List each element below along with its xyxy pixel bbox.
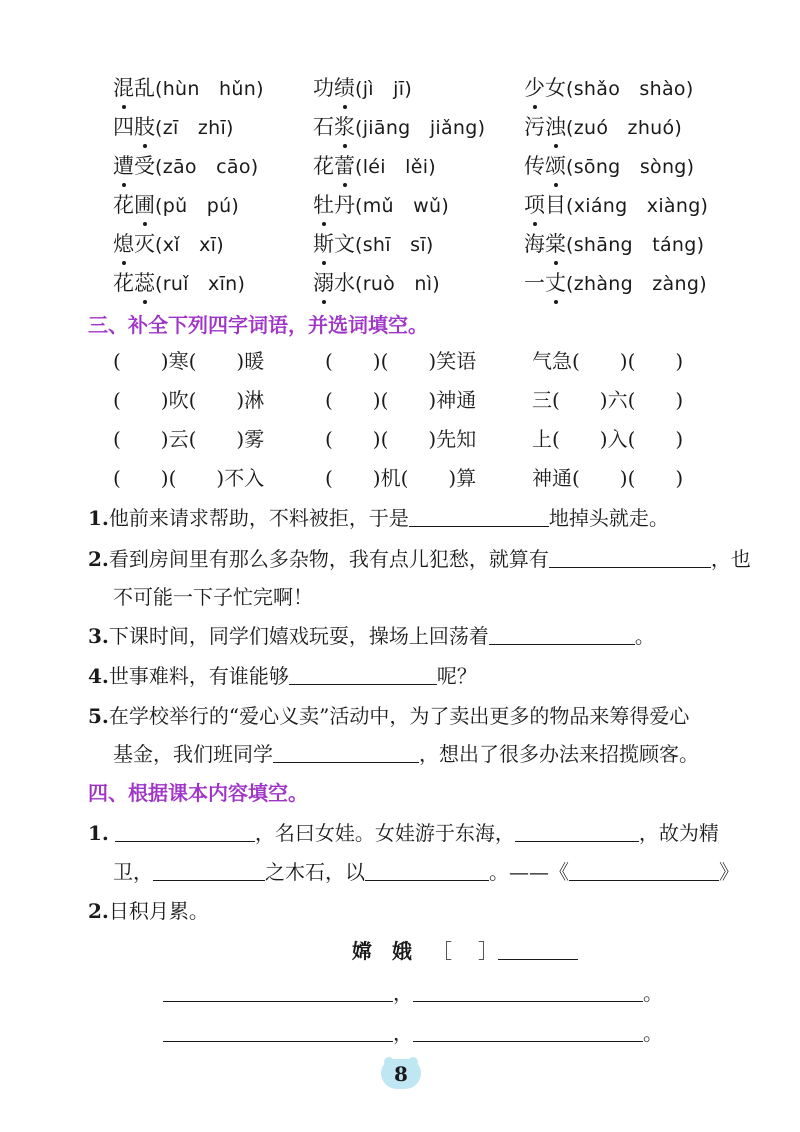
page-number: 8 <box>394 1062 408 1086</box>
question-1 <box>88 505 669 531</box>
word-char: 受 <box>134 154 155 178</box>
word-char: 溺 <box>313 271 334 295</box>
idiom-item[interactable]: ( )( )神通 <box>325 388 477 412</box>
word-char: 水 <box>334 271 355 295</box>
question-text: 。 <box>634 624 655 648</box>
word-char: 乱 <box>134 76 155 100</box>
answer-blank[interactable] <box>115 821 255 842</box>
idiom-item[interactable]: ( )寒( )暖 <box>113 349 265 373</box>
word-char: 少 <box>524 76 545 100</box>
pinyin-item[interactable] <box>113 115 234 140</box>
punctuation: 。 <box>643 981 663 1005</box>
pinyin-item[interactable] <box>113 76 264 101</box>
question-text: 他前来请求帮助，不料被拒，于是 <box>108 506 409 530</box>
question-number: 1. <box>88 821 109 845</box>
pinyin-options: (hùn hǔn) <box>155 78 264 100</box>
punctuation: ， <box>393 981 413 1005</box>
bracket-close: ］ <box>478 939 498 963</box>
word-char: 一 <box>524 271 545 295</box>
answer-blank[interactable] <box>515 821 639 842</box>
question-4 <box>88 663 477 689</box>
pinyin-item[interactable] <box>524 154 694 179</box>
idiom-item[interactable]: ( )云( )雾 <box>113 427 265 451</box>
question-text: 看到房间里有那么多杂物，我有点儿犯愁，就算有 <box>108 547 549 571</box>
pinyin-item[interactable] <box>313 271 440 296</box>
question-text: 。——《 <box>489 860 569 884</box>
word-char: 棠 <box>545 232 566 256</box>
pinyin-item[interactable] <box>524 115 682 140</box>
question-text: ，想出了很多办法来招揽顾客。 <box>419 742 699 766</box>
question-text: 》 <box>719 860 739 884</box>
word-char: 混 <box>113 76 134 100</box>
question-text: ，也 <box>710 547 751 571</box>
pinyin-options: (mǔ wǔ) <box>355 195 450 217</box>
word-char: 四 <box>113 115 134 139</box>
page-number-badge <box>381 1057 421 1091</box>
question-text: 之木石，以 <box>265 860 365 884</box>
idiom-item[interactable]: ( )机( )算 <box>325 466 477 490</box>
answer-blank[interactable] <box>569 860 719 881</box>
answer-blank[interactable] <box>289 664 437 685</box>
word-char: 文 <box>334 232 355 256</box>
answer-blank[interactable] <box>489 624 635 645</box>
question-number: 3. <box>88 624 109 648</box>
question-number: 4. <box>88 664 109 688</box>
word-char: 丹 <box>334 193 355 217</box>
question-text: ，故为精 <box>638 821 719 845</box>
poem-title-line <box>352 938 578 964</box>
word-char: 海 <box>524 232 545 256</box>
question-number: 2. <box>88 899 109 923</box>
pinyin-options: (zāo cāo) <box>155 156 259 178</box>
section-4-question-1 <box>88 820 719 846</box>
pinyin-item[interactable] <box>313 232 434 257</box>
question-text: ，名曰女娃。女娃游于东海， <box>254 821 515 845</box>
bracket-open: ［ <box>432 939 452 963</box>
answer-blank[interactable] <box>413 981 643 1002</box>
word-char: 浆 <box>334 115 355 139</box>
pinyin-options: (shǎo shào) <box>566 78 694 100</box>
word-char: 花 <box>313 154 334 178</box>
idiom-item[interactable]: ( )( )笑语 <box>325 349 477 373</box>
answer-blank[interactable] <box>273 742 419 763</box>
pinyin-item[interactable] <box>313 154 436 179</box>
poem-line-2 <box>163 1020 663 1046</box>
word-char: 遭 <box>113 154 134 178</box>
idiom-item[interactable]: 三( )六( ) <box>532 388 684 412</box>
idiom-item[interactable]: 神通( )( ) <box>532 466 684 490</box>
idiom-item[interactable]: ( )( )先知 <box>325 427 477 451</box>
author-blank[interactable] <box>498 939 578 960</box>
pinyin-options: (jì jī) <box>355 78 413 100</box>
pinyin-options: (zuó zhuó) <box>566 117 683 139</box>
pinyin-item[interactable] <box>524 193 708 218</box>
question-text: 基金，我们班同学 <box>113 742 273 766</box>
pinyin-options: (sōng sòng) <box>566 156 695 178</box>
pinyin-item[interactable] <box>113 271 245 296</box>
answer-blank[interactable] <box>365 860 489 881</box>
pinyin-item[interactable] <box>113 193 239 218</box>
pinyin-options: (jiāng jiǎng) <box>355 117 486 139</box>
word-char: 牡 <box>313 193 334 217</box>
word-char: 花 <box>113 271 134 295</box>
question-text: 卫， <box>113 860 153 884</box>
word-char: 目 <box>545 193 566 217</box>
word-char: 熄 <box>113 232 134 256</box>
word-char: 灭 <box>134 232 155 256</box>
question-number: 5. <box>88 704 109 728</box>
pinyin-item[interactable] <box>113 154 258 179</box>
pinyin-options: (xǐ xī) <box>155 234 224 256</box>
question-5 <box>88 703 689 729</box>
word-char: 肢 <box>134 115 155 139</box>
poem-title: 嫦 娥 <box>352 939 412 963</box>
pinyin-options: (ruò nì) <box>355 273 441 295</box>
question-3 <box>88 623 655 649</box>
answer-blank[interactable] <box>549 547 711 568</box>
pinyin-item[interactable] <box>313 115 485 140</box>
word-char: 石 <box>313 115 334 139</box>
idiom-item[interactable]: ( )吹( )淋 <box>113 388 265 412</box>
pinyin-options: (ruǐ xīn) <box>155 273 246 295</box>
word-char: 丈 <box>545 271 566 295</box>
idiom-item[interactable]: ( )( )不入 <box>113 466 265 490</box>
question-text: 世事难料，有谁能够 <box>108 664 289 688</box>
question-text: 在学校举行的“爱心义卖”活动中，为了卖出更多的物品来筹得爱心 <box>108 704 690 728</box>
question-text: 地掉头就走。 <box>548 506 669 530</box>
poem-line-1 <box>163 980 663 1006</box>
word-char: 花 <box>113 193 134 217</box>
punctuation: 。 <box>643 1021 663 1045</box>
pinyin-options: (zhàng zàng) <box>566 273 707 295</box>
question-text: 呢？ <box>436 664 477 688</box>
word-char: 污 <box>524 115 545 139</box>
question-2-line-2: 不可能一下子忙完啊！ <box>113 585 313 609</box>
pinyin-item[interactable] <box>313 76 412 101</box>
pinyin-item[interactable] <box>113 232 224 257</box>
word-char: 浊 <box>545 115 566 139</box>
section-3-heading: 三、补全下列四字词语，并选词填空。 <box>88 313 428 337</box>
word-char: 蕾 <box>334 154 355 178</box>
word-char: 项 <box>524 193 545 217</box>
answer-blank[interactable] <box>409 506 549 527</box>
pinyin-item[interactable] <box>313 193 449 218</box>
pinyin-options: (pǔ pú) <box>155 195 240 217</box>
pinyin-item[interactable] <box>524 232 704 257</box>
question-number: 2. <box>88 547 109 571</box>
section-4-question-1-line-2 <box>113 859 739 885</box>
word-char: 功 <box>313 76 334 100</box>
word-char: 斯 <box>313 232 334 256</box>
section-4-question-2 <box>88 898 209 924</box>
question-text: 下课时间，同学们嬉戏玩耍，操场上回荡着 <box>108 624 489 648</box>
answer-blank[interactable] <box>153 860 265 881</box>
section-4-heading: 四、根据课本内容填空。 <box>88 781 308 805</box>
pinyin-options: (shī sī) <box>355 234 434 256</box>
word-char: 传 <box>524 154 545 178</box>
answer-blank[interactable] <box>163 1021 393 1042</box>
pinyin-options: (léi lěi) <box>355 156 437 178</box>
answer-blank[interactable] <box>163 981 393 1002</box>
question-5-line-2 <box>113 741 699 767</box>
punctuation: ， <box>393 1021 413 1045</box>
question-2 <box>88 546 751 572</box>
question-text: 日积月累。 <box>108 899 209 923</box>
pinyin-options: (zī zhī) <box>155 117 234 139</box>
idiom-item[interactable]: 气急( )( ) <box>532 349 684 373</box>
answer-blank[interactable] <box>413 1021 643 1042</box>
pinyin-item[interactable] <box>524 76 694 101</box>
question-number: 1. <box>88 506 109 530</box>
word-char: 蕊 <box>134 271 155 295</box>
word-char: 圃 <box>134 193 155 217</box>
word-char: 女 <box>545 76 566 100</box>
idiom-item[interactable]: 上( )入( ) <box>532 427 684 451</box>
pinyin-options: (shāng táng) <box>566 234 705 256</box>
pinyin-options: (xiáng xiàng) <box>566 195 709 217</box>
word-char: 绩 <box>334 76 355 100</box>
word-char: 颂 <box>545 154 566 178</box>
pinyin-item[interactable] <box>524 271 707 296</box>
